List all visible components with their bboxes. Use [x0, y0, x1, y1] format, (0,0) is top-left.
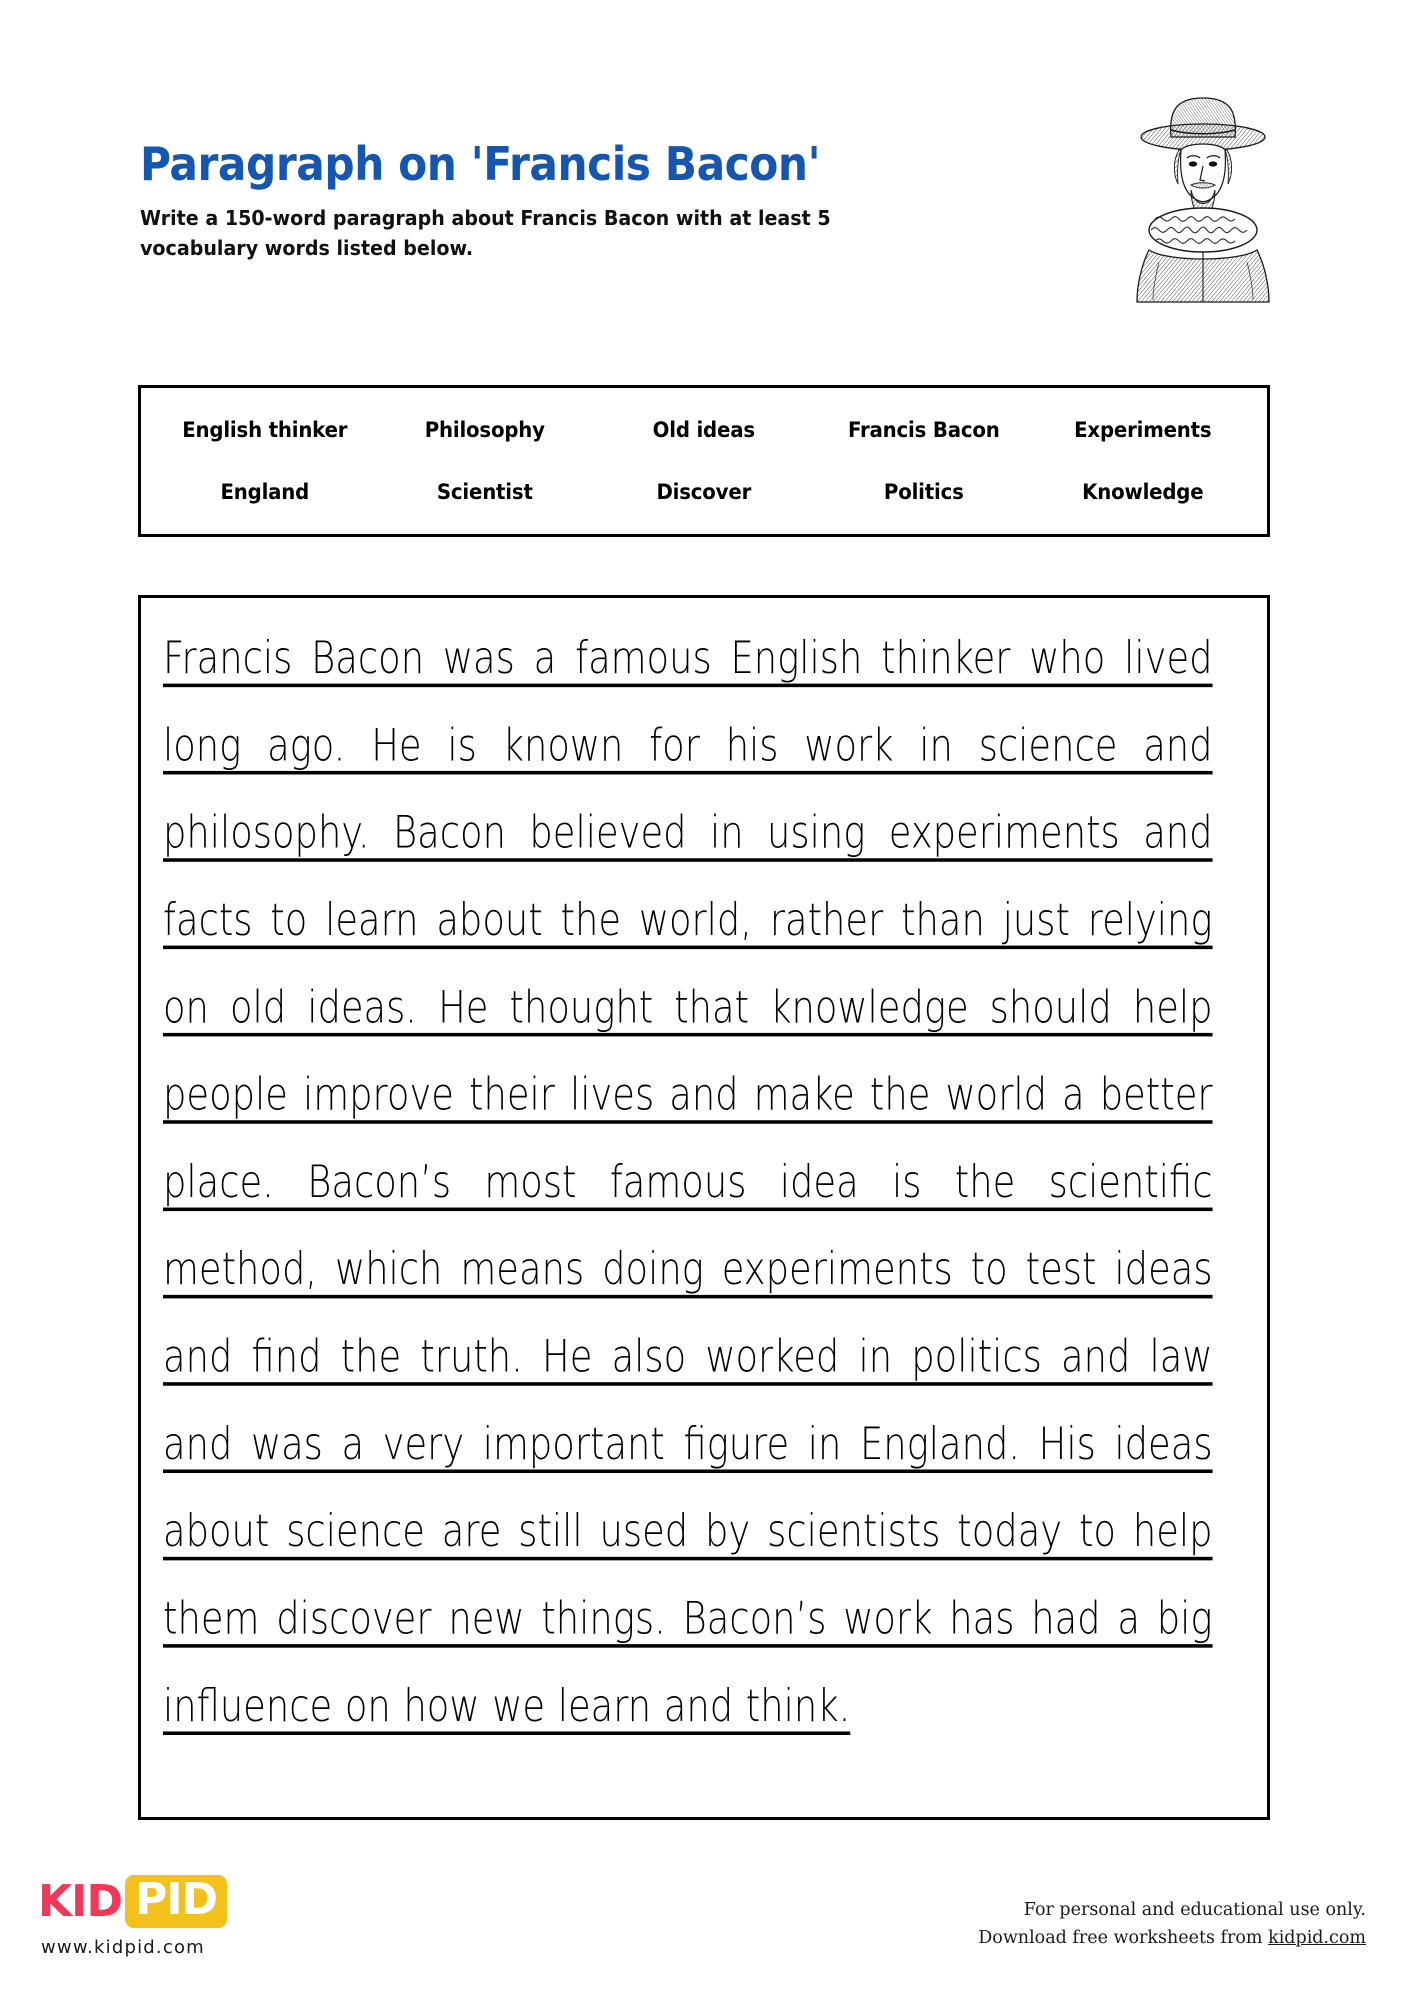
answer-paragraph-text: Francis Bacon was a famous English thinker who lived long ago. He is known for his work in science and philosophy. Bacon believed in using experiments and facts to learn about the world, rather than just relying on old ideas. He thought that knowledge should help people improve their lives and make the world a better place. Bacon’s most famous idea is the scientific method, which means doing experiments to test ideas and find the truth. He also worked in politics and law and was a very important figure in England. His ideas about science are still used by scientists today to help them discover new things. Bacon’s work has had a big influence on how we learn and think.: [163, 631, 1213, 1732]
vocab-word: England: [220, 480, 310, 504]
instructions-text: Write a 150-word paragraph about Francis Bacon with at least 5 vocabulary words listed below.: [140, 206, 831, 261]
logo-text-pid: PID: [125, 1875, 227, 1928]
logo-website-url: www.kidpid.com: [41, 1937, 205, 1958]
footer-note-prefix: Download free worksheets from: [978, 1928, 1269, 1948]
vocab-word: Politics: [883, 480, 964, 504]
vocab-word: Knowledge: [1082, 480, 1204, 504]
kidpid-logo: [38, 1875, 318, 1958]
footer-note-line-1: For personal and educational use only.: [1023, 1900, 1366, 1920]
vocabulary-word-bank: [138, 385, 1270, 537]
vocab-word: Scientist: [436, 480, 533, 504]
vocabulary-row: [155, 461, 1253, 523]
worksheet-header: [140, 137, 1070, 264]
vocab-word: Francis Bacon: [847, 418, 1000, 442]
kidpid-link[interactable]: kidpid.com: [1268, 1928, 1366, 1948]
vocab-word: Philosophy: [424, 418, 545, 442]
logo-text-kid: KID: [38, 1875, 122, 1927]
vocab-word: Discover: [656, 480, 752, 504]
page-title: Paragraph on 'Francis Bacon': [140, 137, 821, 191]
logo-mark: [38, 1875, 318, 1928]
vocabulary-row: [155, 399, 1253, 461]
vocab-word: English thinker: [182, 418, 348, 442]
answer-writing-box[interactable]: [138, 595, 1270, 1820]
footer-usage-note: [978, 1896, 1366, 1952]
footer-note-line-2: [978, 1924, 1366, 1952]
vocab-word: Experiments: [1074, 418, 1212, 442]
vocab-word: Old ideas: [652, 418, 756, 442]
francis-bacon-portrait-icon: [1111, 90, 1296, 310]
